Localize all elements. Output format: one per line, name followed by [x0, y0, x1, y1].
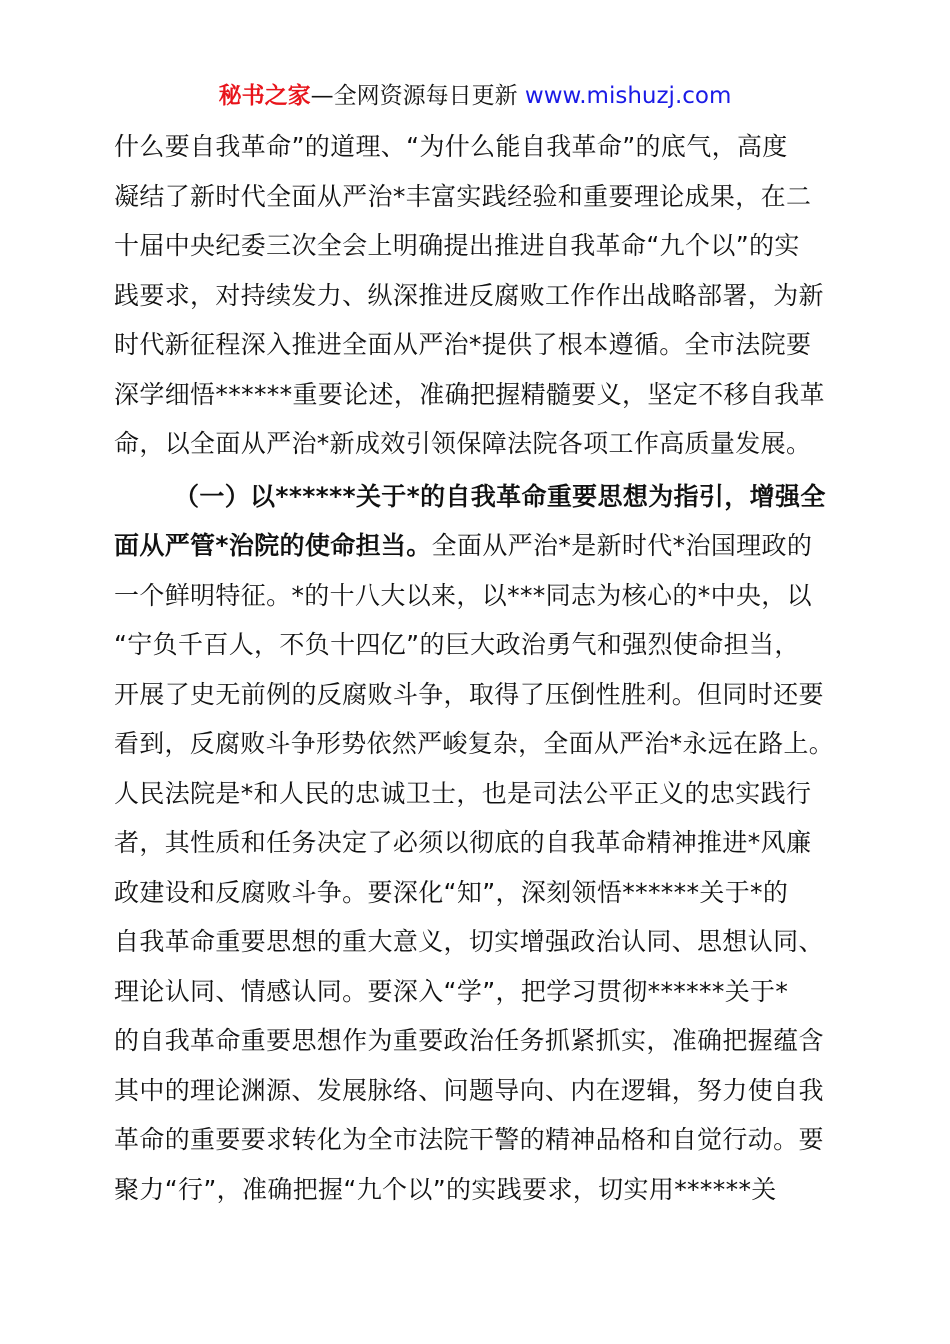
- text-line: [114, 221, 834, 271]
- section-heading-line: [114, 472, 834, 522]
- line-text: “宁负千百人，不负十四亿”的巨大政治勇气和强烈使命担当，: [114, 630, 800, 659]
- text-line: [114, 1115, 834, 1165]
- text-line: [114, 571, 834, 621]
- text-line: [114, 967, 834, 1017]
- text-line: [114, 1165, 834, 1215]
- line-text: 全面从严治*是新时代*治国理政的: [431, 531, 813, 560]
- header-url-link[interactable]: www.mishuzj.com: [524, 83, 732, 109]
- text-line: [114, 1016, 834, 1066]
- text-line: [114, 320, 834, 370]
- text-line: [114, 917, 834, 967]
- line-text: 聚力“行”，准确把握“九个以”的实践要求，切实用******关: [114, 1174, 777, 1204]
- header-brand: 秘书之家: [218, 83, 311, 109]
- text-line: [114, 620, 834, 670]
- line-text: 深学细悟******重要论述，准确把握精髓要义，坚定不移自我革: [114, 379, 825, 409]
- text-line: [114, 370, 834, 420]
- text-line: [114, 868, 834, 918]
- line-text: 凝结了新时代全面从严治*丰富实践经验和重要理论成果，在二: [114, 181, 812, 211]
- line-text: 什么要自我革命”的道理、“为什么能自我革命”的底气，高度: [114, 132, 788, 161]
- section-heading-text: （一）以******关于*的自我革命重要思想为指引，增强全: [174, 481, 826, 511]
- line-text: 人民法院是*和人民的忠诚卫士，也是司法公平正义的忠实践行: [114, 778, 812, 808]
- text-line: [114, 769, 834, 819]
- line-text: 的自我革命重要思想作为重要政治任务抓紧抓实，准确把握蕴含: [114, 1026, 824, 1055]
- text-line: [114, 271, 834, 321]
- line-text: 开展了史无前例的反腐败斗争，取得了压倒性胜利。但同时还要: [114, 679, 824, 709]
- line-text: 看到，反腐败斗争形势依然严峻复杂，全面从严治*永远在路上。: [114, 729, 834, 758]
- text-line: [114, 670, 834, 720]
- line-text: 一个鲜明特征。*的十八大以来，以***同志为核心的*中央，以: [114, 580, 813, 610]
- text-line: [114, 719, 834, 769]
- document-body: [114, 122, 834, 1214]
- line-text: 践要求，对持续发力、纵深推进反腐败工作作出战略部署，为新: [114, 280, 824, 310]
- section-heading-text: 面从严管*治院的使命担当。: [114, 531, 432, 560]
- line-text: 政建设和反腐败斗争。要深化“知”，深刻领悟******关于*的: [114, 877, 789, 907]
- text-line: [114, 818, 834, 868]
- line-text: 理论认同、情感认同。要深入“学”，把学习贯彻******关于*: [114, 976, 789, 1006]
- line-text: 革命的重要要求转化为全市法院干警的精神品格和自觉行动。要: [114, 1125, 824, 1154]
- text-line: [114, 521, 834, 571]
- header-tagline: —全网资源每日更新: [310, 83, 525, 109]
- text-line: [114, 419, 834, 469]
- text-line: [114, 172, 834, 222]
- line-text: 十届中央纪委三次全会上明确提出推进自我革命“九个以”的实: [114, 231, 800, 260]
- line-text: 自我革命重要思想的重大意义，切实增强政治认同、思想认同、: [114, 927, 824, 956]
- text-line: [114, 1066, 834, 1116]
- page-header: [0, 80, 950, 112]
- line-text: 命，以全面从严治*新成效引领保障法院各项工作高质量发展。: [114, 429, 812, 458]
- line-text: 其中的理论渊源、发展脉络、问题导向、内在逻辑，努力使自我: [114, 1075, 824, 1105]
- line-text: 时代新征程深入推进全面从严治*提供了根本遵循。全市法院要: [114, 330, 812, 359]
- text-line: [114, 122, 834, 172]
- line-text: 者，其性质和任务决定了必须以彻底的自我革命精神推进*风廉: [114, 828, 812, 857]
